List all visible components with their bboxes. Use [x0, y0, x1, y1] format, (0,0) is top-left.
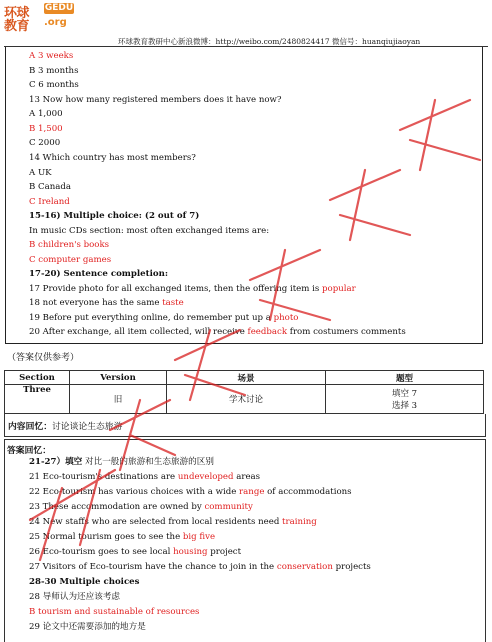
- answer-line: B children's books: [29, 240, 110, 250]
- th-scene: 场景: [167, 371, 326, 385]
- sentence-completion-line: [29, 312, 298, 324]
- answer-line: C computer games: [29, 255, 112, 265]
- answer-line: B Canada: [29, 182, 72, 192]
- answer-word: conservation: [276, 562, 333, 572]
- question-text: 28 导师认为还应该考虑: [29, 592, 121, 602]
- sentence-completion-line: [29, 486, 352, 498]
- answer-word: photo: [273, 313, 299, 323]
- answer-line: 17-20) Sentence completion:: [29, 269, 169, 279]
- answer-line: C 2000: [29, 138, 61, 148]
- sentence-text: 20 After exchange, all item collected, will receive: [29, 327, 248, 337]
- answer-note: （答案仅供参考）: [7, 353, 80, 363]
- sentence-text: 21 Eco-tourism's destinations are: [29, 472, 178, 482]
- fill-heading: [29, 456, 214, 468]
- sentence-text: 17 Provide photo for all exchanged items, then the offering item is: [29, 284, 323, 294]
- answer-line: C Ireland: [29, 197, 70, 207]
- question-text: 29 论文中还需要添加的地方是: [29, 622, 146, 632]
- answer-line: B 1,500: [29, 124, 63, 134]
- sentence-text: 25 Normal tourism goes to see the: [29, 532, 183, 542]
- answer-word: big five: [182, 532, 216, 542]
- th-type: 题型: [326, 371, 484, 385]
- answer-word: housing: [173, 547, 208, 557]
- sentence-text: from costumers comments: [287, 327, 406, 337]
- sentence-completion-line: [29, 283, 356, 295]
- content-review-text: 讨论谈论生态旅游: [52, 422, 123, 432]
- sentence-text: 22 Eco-tourism has various choices with a wide: [29, 487, 240, 497]
- answer-line: 15-16) Multiple choice: (2 out of 7): [29, 211, 200, 221]
- answer-word: popular: [322, 284, 356, 294]
- td-types: [326, 385, 484, 414]
- section-info-table: [4, 370, 484, 414]
- logo-domain: .org: [44, 17, 67, 28]
- sentence-text: 18 not everyone has the same: [29, 298, 163, 308]
- content-review-label: 内容回忆：: [8, 422, 52, 432]
- mc-heading-line: [29, 576, 140, 588]
- sentence-text: 24 New staffs who are selected from local residents need: [29, 517, 283, 527]
- sentence-completion-line: [29, 516, 317, 528]
- answer-line: A 3 weeks: [29, 51, 74, 61]
- th-version: Version: [70, 371, 167, 385]
- sentence-completion-line: [29, 326, 406, 338]
- sentence-text: 26 Eco-tourism goes to see local: [29, 547, 174, 557]
- answer-line: B 3 months: [29, 66, 79, 76]
- logo-text-1: 环球: [4, 6, 30, 21]
- sentence-completion-line: [29, 471, 260, 483]
- answer-line: 14 Which country has most members?: [29, 153, 196, 163]
- answer-word: range: [239, 487, 265, 497]
- question-line: [29, 621, 146, 633]
- sentence-text: 19 Before put everything online, do remember put up a: [29, 313, 274, 323]
- sentence-text: 23 These accommodation are owned by: [29, 502, 205, 512]
- logo-badge: GEDU: [44, 3, 74, 13]
- td-scene: 学术讨论: [167, 385, 326, 414]
- sentence-text: project: [207, 547, 242, 557]
- logo-text-2: 教育: [4, 19, 30, 34]
- answer-line: In music CDs section: most often exchanged items are:: [29, 226, 270, 236]
- td-version: 旧: [70, 385, 167, 414]
- type-fill: 填空 7: [391, 389, 418, 399]
- answer-word: training: [282, 517, 317, 527]
- sentence-completion-line: [29, 297, 184, 309]
- sentence-completion-line: [29, 531, 215, 543]
- answer-line: 13 Now how many registered members does it have now?: [29, 95, 282, 105]
- sentence-text: of accommodations: [264, 487, 352, 497]
- answer-word: community: [204, 502, 253, 512]
- sentence-text: 27 Visitors of Eco-tourism have the chance to join in the: [29, 562, 277, 572]
- sentence-completion-line: [29, 546, 241, 558]
- answer-line: A UK: [29, 168, 52, 178]
- sentence-completion-line: [29, 561, 371, 573]
- answer-line: A 1,000: [29, 109, 63, 119]
- answer-word: feedback: [247, 327, 288, 337]
- answers-label: 答案回忆：: [7, 446, 51, 456]
- sentence-completion-line: [29, 501, 253, 513]
- question-line: [29, 591, 120, 603]
- section-heading: 21-27）填空: [29, 457, 83, 467]
- section-heading-desc: 对比一般的旅游和生态旅游的区别: [82, 457, 214, 467]
- gedu-logo: [4, 2, 84, 32]
- th-section: Section: [5, 371, 70, 385]
- page-header: 环球教育教研中心新浪微博：http://weibo.com/2480824417 微信号：huanqiujiaoyan: [118, 37, 421, 46]
- answer-word: taste: [162, 298, 184, 308]
- sentence-text: areas: [233, 472, 261, 482]
- td-section: Three: [5, 385, 70, 414]
- sentence-text: projects: [332, 562, 371, 572]
- type-choice: 选择 3: [391, 401, 418, 411]
- answer-line: C 6 months: [29, 80, 79, 90]
- answer-word: undeveloped: [177, 472, 234, 482]
- content-review: [4, 414, 486, 437]
- mc-heading: 28-30 Multiple choices: [29, 577, 140, 587]
- answer-line: [29, 606, 199, 618]
- answer-text: B tourism and sustainable of resources: [29, 607, 200, 617]
